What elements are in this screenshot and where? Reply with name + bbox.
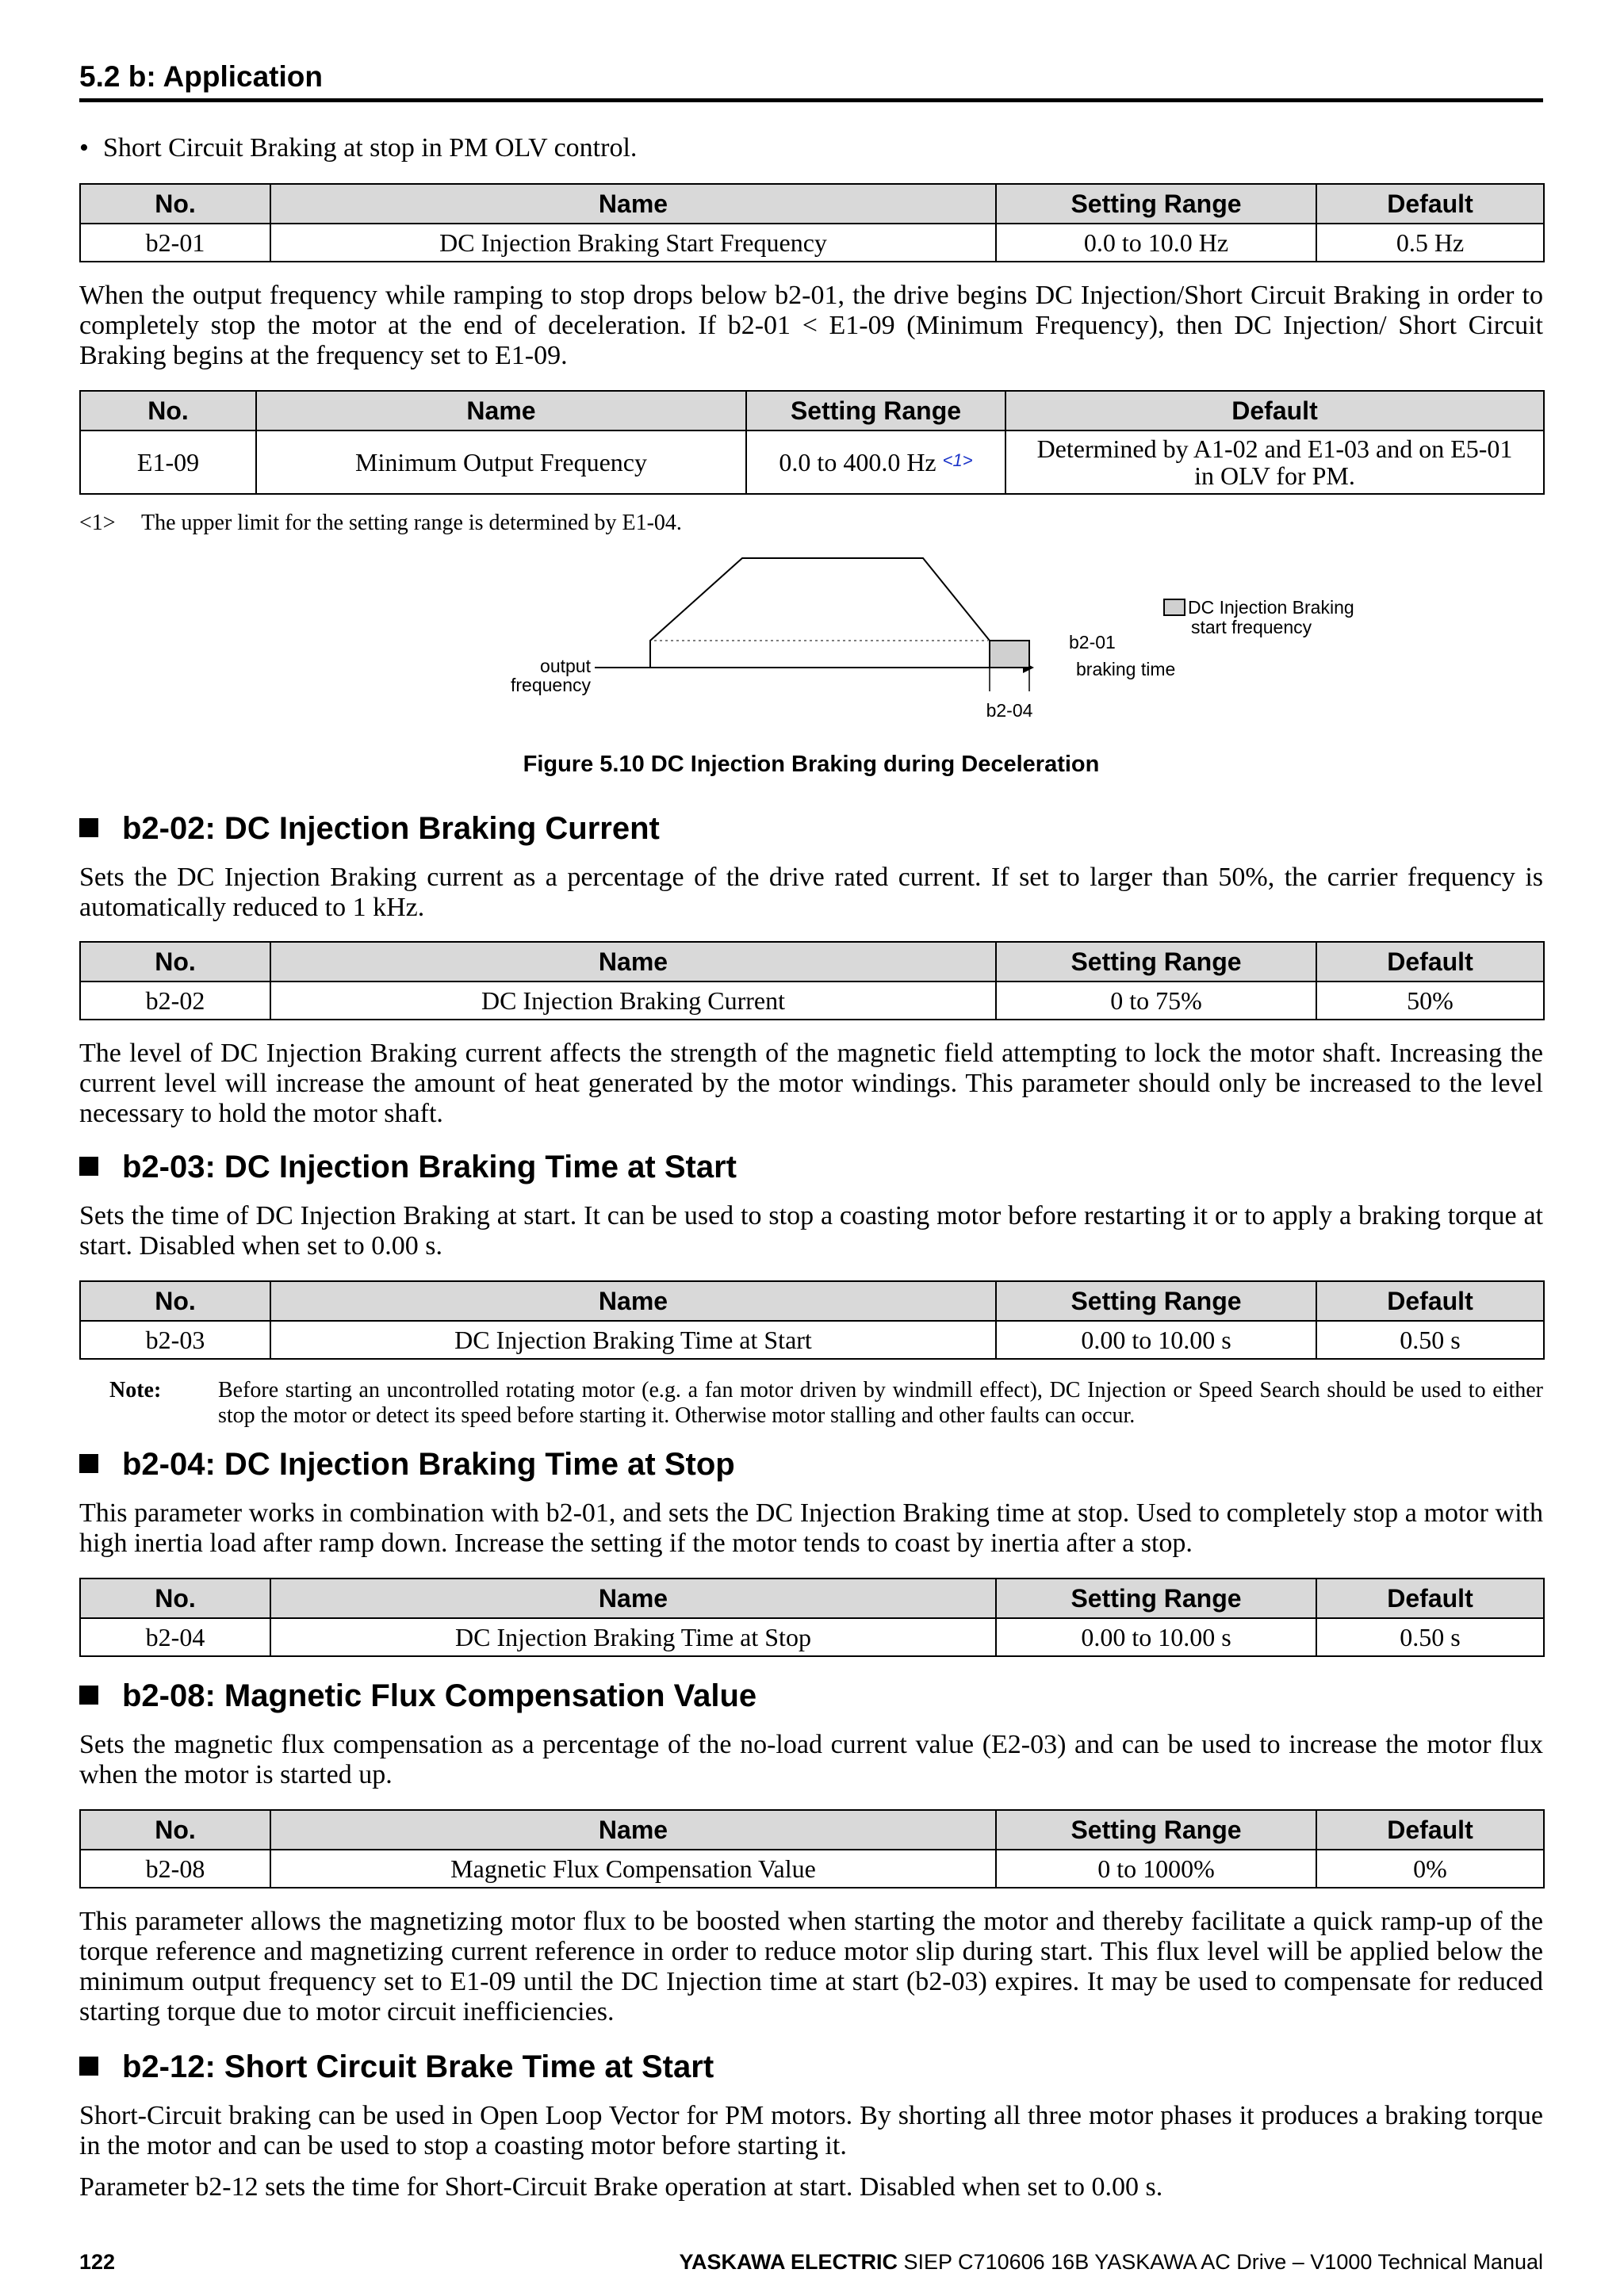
- braking-diagram-svg: [420, 547, 1451, 737]
- table-header-row: [80, 1281, 1544, 1321]
- frequency-curve: [650, 558, 990, 668]
- heading-text: b2-04: DC Injection Braking Time at Stop: [122, 1447, 735, 1482]
- col-default: Default: [1316, 942, 1544, 982]
- cell-range: 0 to 75%: [996, 982, 1316, 1020]
- heading-text: b2-03: DC Injection Braking Time at Start: [122, 1150, 737, 1184]
- note: [109, 1378, 1543, 1429]
- table-row: [80, 224, 1544, 262]
- paragraph-b2-03: Sets the time of DC Injection Braking at start. It can be used to stop a coasting motor before restarting it or to apply a braking torque at start. Disabled when set to 0.00 s.: [79, 1201, 1543, 1261]
- cell-name: DC Injection Braking Current: [270, 982, 996, 1020]
- cell-name: Magnetic Flux Compensation Value: [270, 1850, 996, 1888]
- heading-b2-03: [79, 1150, 737, 1185]
- note-text: Before starting an uncontrolled rotating motor (e.g. a fan motor driven by windmill effect), DC Injection or Speed Search should be used to either stop the motor or detect its speed before starting it. Otherwise motor stalling and other faults can occur.: [218, 1378, 1543, 1428]
- col-default: Default: [1316, 1810, 1544, 1850]
- table-row: [80, 982, 1544, 1020]
- heading-b2-08: [79, 1678, 756, 1714]
- square-bullet-icon: [79, 1157, 98, 1176]
- table-header-row: [80, 184, 1544, 224]
- heading-text: b2-02: DC Injection Braking Current: [122, 811, 660, 846]
- cell-no: b2-01: [80, 224, 270, 262]
- bullet-dot: •: [79, 133, 89, 163]
- paragraph-b2-12: Short-Circuit braking can be used in Open Loop Vector for PM motors. By shorting all three motor phases it produces a braking torque in the motor and can be used to stop a coasting motor before starting it.: [79, 2101, 1543, 2160]
- cell-no: b2-03: [80, 1321, 270, 1359]
- table-b2-02: [79, 941, 1545, 1020]
- cell-range: 0.00 to 10.00 s: [996, 1321, 1316, 1359]
- cell-no: b2-04: [80, 1618, 270, 1656]
- paragraph-b2-04: This parameter works in combination with b2-01, and sets the DC Injection Braking time at stop. Used to completely stop a motor with high inertia load after ramp down. Increase the setting if the motor tends to coast by inertia after a stop.: [79, 1498, 1543, 1558]
- paragraph-b2-08: Sets the magnetic flux compensation as a percentage of the no-load current value (E2-03) and can be used to increase the motor flux when the motor is started up.: [79, 1730, 1543, 1789]
- cell-default: 0%: [1316, 1850, 1544, 1888]
- col-range: Setting Range: [996, 942, 1316, 982]
- paragraph-b2-08-detail: This parameter allows the magnetizing motor flux to be boosted when starting the motor and thereby facilitate a quick ramp-up of the torque reference and magnetizing current reference in order to reduce motor slip during start. This flux level will be applied below the minimum output frequency set to E1-09 until the DC Injection time at start (b2-03) expires. It may be used to compensate for reduced starting torque due to motor circuit inefficiencies.: [79, 1907, 1543, 2026]
- cell-name: DC Injection Braking Start Frequency: [270, 224, 996, 262]
- heading-text: b2-08: Magnetic Flux Compensation Value: [122, 1678, 757, 1713]
- cell-range: 0.00 to 10.00 s: [996, 1618, 1316, 1656]
- col-no: No.: [80, 1810, 270, 1850]
- footnote-ref-link[interactable]: <1>: [942, 450, 973, 470]
- col-range: Setting Range: [996, 1578, 1316, 1618]
- col-name: Name: [270, 1578, 996, 1618]
- col-default: Default: [1316, 184, 1544, 224]
- cell-default: 50%: [1316, 982, 1544, 1020]
- col-range: Setting Range: [996, 1810, 1316, 1850]
- square-bullet-icon: [79, 2057, 98, 2076]
- table-b2-08: [79, 1809, 1545, 1888]
- col-range: Setting Range: [996, 1281, 1316, 1321]
- cell-range: [746, 430, 1005, 494]
- col-default: Default: [1316, 1578, 1544, 1618]
- col-range: Setting Range: [746, 391, 1005, 430]
- paragraph-b2-02-detail: The level of DC Injection Braking current affects the strength of the magnetic field attempting to lock the motor shaft. Increasing the current level will increase the amount of heat generated by the motor windings. This parameter should only be increased to the level necessary to hold the motor shaft.: [79, 1039, 1543, 1128]
- footnote: [79, 511, 682, 536]
- cell-no: E1-09: [80, 430, 256, 494]
- footer-doc-title: SIEP C710606 16B YASKAWA AC Drive – V1000 Technical Manual: [898, 2250, 1543, 2274]
- cell-default: 0.50 s: [1316, 1618, 1544, 1656]
- paragraph-b2-12-detail: Parameter b2-12 sets the time for Short-Circuit Brake operation at start. Disabled when set to 0.00 s.: [79, 2172, 1163, 2202]
- page-number: 122: [79, 2250, 116, 2274]
- col-default: Default: [1005, 391, 1544, 430]
- col-no: No.: [80, 1578, 270, 1618]
- label-output-line-2: frequency: [510, 675, 591, 695]
- footnote-mark: <1>: [79, 511, 116, 535]
- col-name: Name: [270, 1810, 996, 1850]
- cell-default: 0.5 Hz: [1316, 224, 1544, 262]
- col-name: Name: [270, 184, 996, 224]
- braking-region: [990, 641, 1029, 668]
- cell-no: b2-08: [80, 1850, 270, 1888]
- table-e1-09: [79, 390, 1545, 495]
- label-b2-01: b2-01: [1069, 632, 1116, 652]
- col-name: Name: [256, 391, 746, 430]
- heading-b2-02: [79, 811, 660, 847]
- legend-swatch: [1164, 599, 1185, 615]
- table-header-row: [80, 1578, 1544, 1618]
- note-label: Note:: [109, 1378, 162, 1402]
- square-bullet-icon: [79, 818, 98, 837]
- braking-diagram: [420, 547, 1451, 737]
- col-no: No.: [80, 391, 256, 430]
- paragraph-b2-01: When the output frequency while ramping to stop drops below b2-01, the drive begins DC Injection/Short Circuit Braking in order to completely stop the motor at the end of deceleration. If b2-01 < E1-09 (Minimum Frequency), then DC Injection/ Short Circuit Braking begins at the frequency set to E1-09.: [79, 281, 1543, 370]
- table-row: [80, 1618, 1544, 1656]
- cell-default: [1005, 430, 1544, 494]
- table-header-row: [80, 391, 1544, 430]
- bullet-text: Short Circuit Braking at stop in PM OLV control.: [103, 133, 638, 163]
- col-no: No.: [80, 1281, 270, 1321]
- col-range: Setting Range: [996, 184, 1316, 224]
- heading-text: b2-12: Short Circuit Brake Time at Start: [122, 2049, 714, 2084]
- cell-name: Minimum Output Frequency: [256, 430, 746, 494]
- table-row: [80, 1850, 1544, 1888]
- heading-b2-12: [79, 2049, 714, 2085]
- cell-name: DC Injection Braking Time at Stop: [270, 1618, 996, 1656]
- table-row: [80, 430, 1544, 494]
- cell-default: 0.50 s: [1316, 1321, 1544, 1359]
- square-bullet-icon: [79, 1686, 98, 1705]
- cell-name: DC Injection Braking Time at Start: [270, 1321, 996, 1359]
- bullet-item: [79, 133, 637, 163]
- cell-range: 0.0 to 10.0 Hz: [996, 224, 1316, 262]
- col-name: Name: [270, 1281, 996, 1321]
- table-b2-01: [79, 183, 1545, 262]
- col-default: Default: [1316, 1281, 1544, 1321]
- table-b2-03: [79, 1280, 1545, 1360]
- paragraph-b2-02: Sets the DC Injection Braking current as a percentage of the drive rated current. If set to larger than 50%, the carrier frequency is automatically reduced to 1 kHz.: [79, 863, 1543, 922]
- heading-b2-04: [79, 1447, 735, 1483]
- col-name: Name: [270, 942, 996, 982]
- square-bullet-icon: [79, 1454, 98, 1473]
- col-no: No.: [80, 942, 270, 982]
- legend-line-1: DC Injection Braking: [1188, 597, 1354, 618]
- default-line-1: Determined by A1-02 and E1-03 and on E5-01: [1036, 434, 1513, 463]
- footer-doc-info: [679, 2250, 1543, 2275]
- cell-no: b2-02: [80, 982, 270, 1020]
- section-title: 5.2 b: Application: [79, 60, 323, 93]
- default-line-2: in OLV for PM.: [1194, 461, 1355, 490]
- range-text: 0.0 to 400.0 Hz: [779, 447, 936, 476]
- legend-line-2: start frequency: [1191, 617, 1312, 637]
- footer-brand: YASKAWA ELECTRIC: [679, 2250, 898, 2274]
- table-header-row: [80, 942, 1544, 982]
- label-output-line-1: output: [540, 656, 591, 676]
- label-braking-time: braking time: [1076, 659, 1176, 679]
- table-b2-04: [79, 1578, 1545, 1657]
- table-row: [80, 1321, 1544, 1359]
- label-b2-04: b2-04: [986, 700, 1033, 721]
- figure-caption: Figure 5.10 DC Injection Braking during Deceleration: [523, 752, 1100, 777]
- cell-range: 0 to 1000%: [996, 1850, 1316, 1888]
- footnote-text: The upper limit for the setting range is determined by E1-04.: [141, 511, 682, 535]
- col-no: No.: [80, 184, 270, 224]
- section-header: [79, 55, 1543, 102]
- table-header-row: [80, 1810, 1544, 1850]
